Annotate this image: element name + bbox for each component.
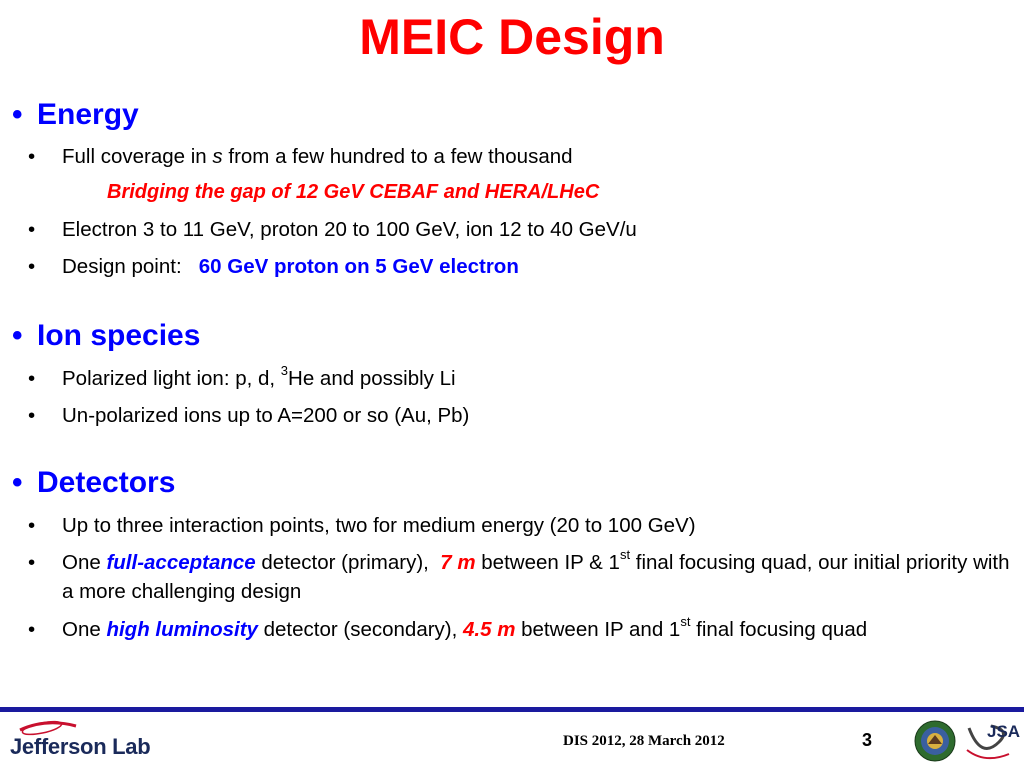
text-run: between IP and 1 (515, 618, 681, 641)
slide-title: MEIC Design (359, 9, 665, 65)
bullet-polarized-ion (28, 364, 1013, 393)
doe-seal-icon (914, 720, 956, 762)
bullet-text (62, 615, 1013, 644)
footer-event-date: DIS 2012, 28 March 2012 (563, 733, 725, 749)
jefferson-lab-logo (6, 716, 176, 762)
text-run: Full coverage in (62, 145, 213, 168)
bullet-text: Electron 3 to 11 GeV, proton 20 to 100 GeV, ion 12 to 40 GeV/u (62, 218, 637, 241)
text-run: One (62, 551, 107, 574)
bullet-text (62, 142, 1013, 171)
bullet-dot: • (28, 145, 36, 168)
text-run: between IP & 1 (475, 551, 620, 574)
bullet-text: Un-polarized ions up to A=200 or so (Au, Pb) (62, 404, 470, 427)
jefferson-lab-text: Jefferson Lab (10, 734, 151, 759)
bullet-interaction-points (28, 511, 1013, 540)
bullet-dot: • (12, 466, 23, 499)
heading-text: Energy (37, 98, 139, 131)
text-run: Design point: (62, 255, 199, 278)
footer-divider-bar (0, 707, 1024, 712)
high-luminosity-emphasis: high luminosity (106, 618, 258, 641)
section-heading-ion-species (12, 318, 200, 354)
text-run: final focusing quad, our initial priority with a more challenging design (62, 551, 1010, 603)
italic-variable-s: s (212, 145, 223, 168)
distance-4-5m: 4.5 m (463, 618, 516, 641)
heading-text: Detectors (37, 466, 176, 499)
energy-sub-note: Bridging the gap of 12 GeV CEBAF and HERA/LHeC (107, 181, 600, 203)
heading-text: Ion species (37, 319, 201, 352)
bullet-design-point (28, 252, 1013, 281)
bullet-dot: • (12, 98, 23, 131)
section-heading-detectors (12, 465, 175, 501)
full-acceptance-emphasis: full-acceptance (106, 551, 256, 574)
superscript: st (619, 547, 631, 563)
bullet-energy-ranges (28, 215, 1013, 244)
bullet-dot: • (28, 255, 36, 278)
design-point-highlight: 60 GeV proton on 5 GeV electron (198, 255, 519, 278)
bullet-unpolarized-ion (28, 401, 1013, 430)
text-run: One (62, 618, 107, 641)
text-run: from a few hundred to a few thousand (222, 145, 573, 168)
text-run: detector (primary), (255, 551, 441, 574)
bullet-dot: • (28, 618, 36, 641)
text-run: detector (secondary), (257, 618, 464, 641)
bullet-dot: • (12, 319, 23, 352)
superscript: 3 (280, 363, 289, 379)
jsa-logo (961, 720, 1019, 764)
jsa-text: JSA (987, 722, 1021, 741)
bullet-text (62, 548, 1013, 606)
text-run: Polarized light ion: p, d, (62, 367, 281, 390)
bullet-dot: • (28, 367, 36, 390)
section-heading-energy (12, 97, 139, 133)
bullet-dot: • (28, 551, 36, 574)
bullet-primary-detector (28, 548, 1013, 606)
bullet-dot: • (28, 404, 36, 427)
bullet-text (62, 252, 1013, 281)
bullet-text: Up to three interaction points, two for medium energy (20 to 100 GeV) (62, 514, 696, 537)
page-number: 3 (862, 730, 873, 750)
bullet-dot: • (28, 218, 36, 241)
text-run: final focusing quad (690, 618, 868, 641)
superscript: st (680, 614, 691, 630)
bullet-secondary-detector (28, 615, 1013, 644)
bullet-energy-coverage (28, 142, 1013, 171)
bullet-dot: • (28, 514, 36, 537)
bullet-text (62, 364, 1013, 393)
text-run: He and possibly Li (288, 367, 456, 390)
distance-7m: 7 m (440, 551, 476, 574)
